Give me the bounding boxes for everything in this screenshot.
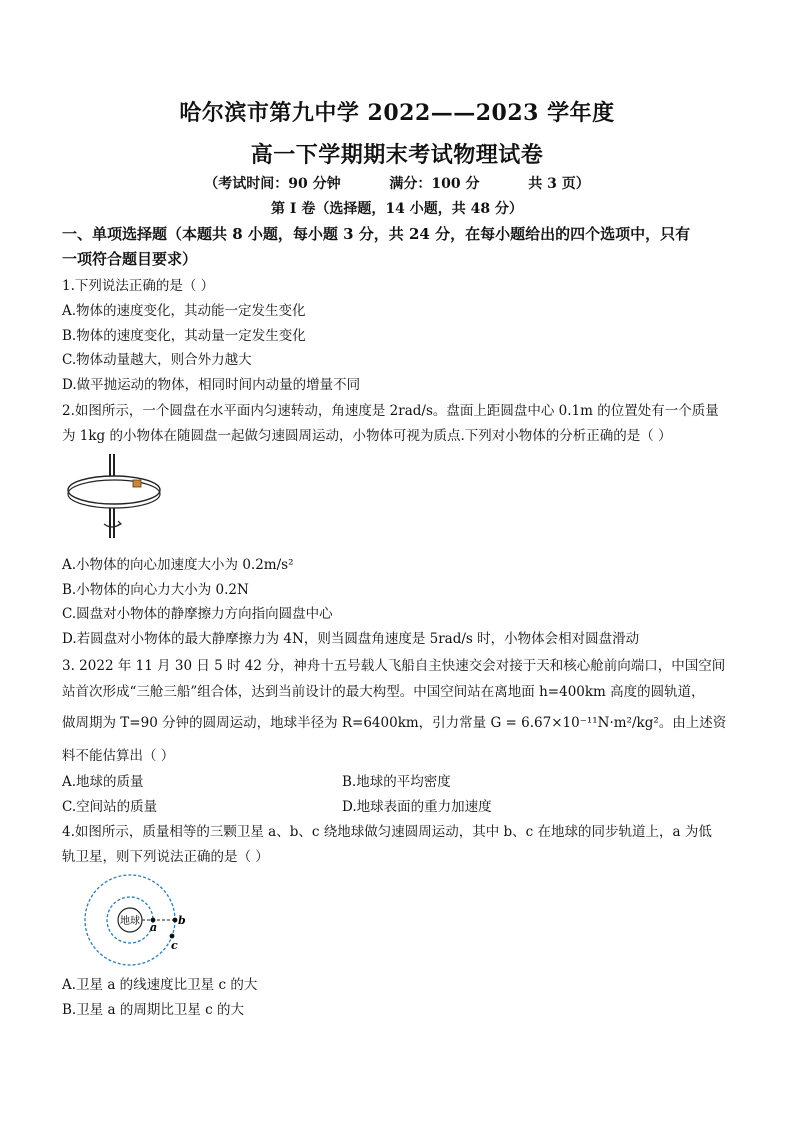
q2-stem-line-2: 为 1kg 的小物体在随圆盘一起做匀速圆周运动，小物体可视为质点.下列对小物体的分析正确的是（ ） (62, 428, 672, 444)
q3-stem-line-2: 站首次形成“三舱三船”组合体，达到当前设计的最大构型。中国空间站在离地面 h=400km 高度的圆轨道， (62, 684, 705, 700)
section-heading-line-2: 一项符合题目要求） (62, 250, 198, 268)
q1-stem: 1.下列说法正确的是（ ） (62, 278, 215, 294)
q1-option-d: D.做平抛运动的物体，相同时间内动量的增量不同 (62, 377, 361, 393)
volume-info: 第 I 卷（选择题，14 小题，共 48 分） (271, 201, 523, 217)
title-line-2: 高一下学期期末考试物理试卷 (250, 142, 544, 168)
q4-stem-line-1: 4.如图所示，质量相等的三颗卫星 a、b、c 绕地球做匀速圆周运动，其中 b、c 在地球的同步轨道上，a 为低 (62, 824, 712, 840)
q3-stem-line-3: 做周期为 T=90 分钟的圆周运动，地球半径为 R=6400km，引力常量 G = 6.67×10⁻¹¹N·m²/kg²。由上述资 (62, 715, 727, 731)
rotating-disk-figure (60, 450, 180, 545)
exam-info: （考试时间：90 分钟 满分：100 分 共 3 页） (204, 176, 590, 192)
q4-option-b: B.卫星 a 的周期比卫星 c 的大 (62, 1002, 244, 1018)
section-heading-line-1: 一、单项选择题（本题共 8 小题，每小题 3 分，共 24 分，在每小题给出的四个选项中，只有 (62, 225, 691, 243)
q3-option-c: C.空间站的质量 (62, 799, 158, 815)
q2-option-b: B.小物体的向心力大小为 0.2N (62, 582, 249, 598)
q3-option-a: A.地球的质量 (62, 774, 144, 790)
q3-option-d: D.地球表面的重力加速度 (342, 799, 492, 815)
label-c: c (171, 939, 178, 952)
label-a: a (150, 921, 158, 934)
q1-option-b: B.物体的速度变化，其动量一定发生变化 (62, 328, 306, 344)
q3-stem-line-4: 料不能估算出（ ） (62, 748, 175, 764)
label-b: b (178, 914, 186, 927)
q4-option-a: A.卫星 a 的线速度比卫星 c 的大 (62, 977, 258, 993)
earth-label: 地球 (120, 916, 140, 927)
title-line-1: 哈尔滨市第九中学 2022——2023 学年度 (179, 100, 615, 126)
q2-option-d: D.若圆盘对小物体的最大静摩擦力为 4N，则当圆盘角速度是 5rad/s 时，小物体会相对圆盘滑动 (62, 631, 640, 647)
q2-option-a: A.小物体的向心加速度大小为 0.2m/s² (62, 557, 294, 573)
q4-stem-line-2: 轨卫星，则下列说法正确的是（ ） (62, 849, 269, 865)
satellite-orbits-figure (80, 870, 220, 970)
q2-stem-line-1: 2.如图所示，一个圆盘在水平面内匀速转动，角速度是 2rad/s。盘面上距圆盘中心 0.1m 的位置处有一个质量 (62, 403, 719, 419)
q3-option-b: B.地球的平均密度 (342, 774, 451, 790)
q1-option-c: C.物体动量越大，则合外力越大 (62, 352, 252, 368)
q1-option-a: A.物体的速度变化，其动能一定发生变化 (62, 303, 306, 319)
q3-stem-line-1: 3. 2022 年 11 月 30 日 5 时 42 分，神舟十五号载人飞船自主快速交会对接于天和核心舱前向端口，中国空间 (62, 658, 726, 674)
q2-option-c: C.圆盘对小物体的静摩擦力方向指向圆盘中心 (62, 606, 333, 622)
